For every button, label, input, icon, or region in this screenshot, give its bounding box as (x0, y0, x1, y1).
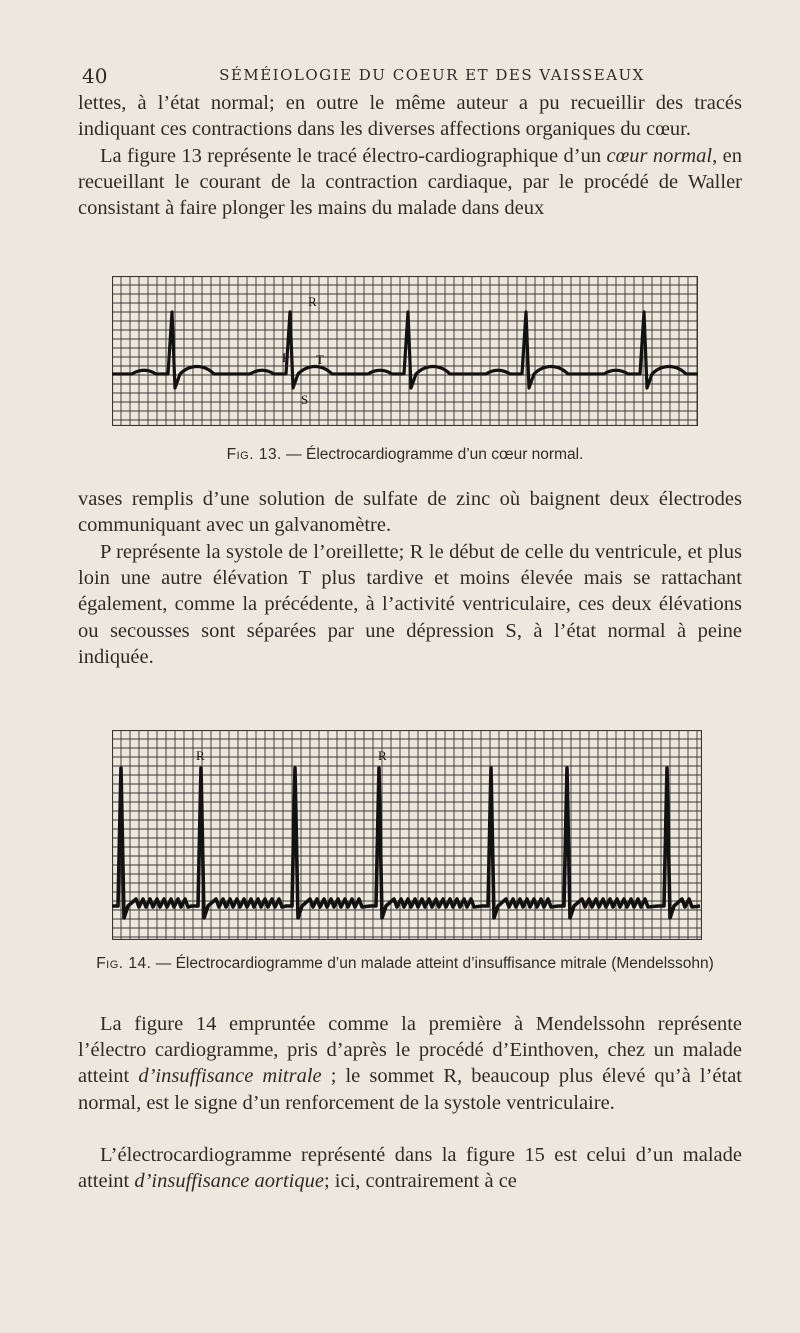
figure-14-electrocardiogram (112, 730, 702, 940)
paragraph-2-emphasis: cœur normal (606, 145, 713, 167)
paragraph-2 (78, 143, 742, 222)
figure-14-label-r1: R (196, 748, 205, 763)
paragraph-5 (78, 1011, 742, 1116)
paragraph-1: lettes, à l’état normal; en outre le même auteur a pu recueillir des tracés indiquant ces contractions dans les diverses affections organiques du cœur. (78, 92, 742, 141)
figure-13-electrocardiogram (112, 276, 698, 426)
page-number: 40 (82, 64, 108, 88)
figure-14-caption (60, 955, 750, 973)
figure-14-label-r2: R (378, 748, 387, 763)
paragraph-2-text-b: , en recueillant le courant de la contraction cardiaque, par le procédé de Waller consistant à faire plonger les mains du malade dans deux (78, 145, 743, 220)
figure-13-trace (112, 312, 698, 388)
paragraph-6-emphasis: d’insuffisance aortique (134, 1170, 324, 1193)
paragraph-6-text-a: L’électrocardiogramme représenté dans la figure 15 est celui d’un malade atteint (78, 1144, 742, 1193)
page-header (82, 64, 782, 88)
figure-13-caption-text: — Électrocardiogramme d’un cœur normal. (281, 446, 584, 463)
paragraph-3: vases remplis d’une solution de sulfate de zinc où baignent deux électrodes communiquant avec un galvanomètre. (78, 488, 742, 537)
figure-14-trace (112, 768, 700, 918)
figure-13-label-s: S (301, 392, 309, 407)
figure-14-number: Fig. 14. (96, 955, 152, 972)
running-title: SÉMÉIOLOGIE DU COEUR ET DES VAISSEAUX (219, 66, 645, 84)
paragraph-5-text-b: ; le sommet R, beaucoup plus élevé qu’à l’état normal, est le signe d’un renforcement de la systole ventriculaire. (78, 1065, 743, 1114)
figure-13-label-r: R (308, 294, 317, 309)
figure-13-caption (60, 446, 750, 464)
paragraph-5-text-a: La figure 14 empruntée comme la première à Mendelssohn représente l’électro cardiogramme, pris d’après le procédé d’Einthoven, chez un malade atteint (78, 1013, 742, 1088)
figure-13-label-t: T (316, 352, 324, 367)
figure-13-number: Fig. 13. (226, 446, 282, 463)
figure-13-label-p: P (282, 350, 290, 365)
paragraph-5-emphasis: d’insuffisance mitrale (138, 1065, 322, 1088)
paragraph-6 (78, 1142, 742, 1194)
figure-14 (112, 730, 702, 940)
figure-13 (112, 276, 698, 426)
paragraph-2-text-a: La figure 13 représente le tracé électro-cardiographique d’un (100, 145, 607, 167)
paragraph-4: P représente la systole de l’oreillette; R le début de celle du ventricule, et plus loin une autre élévation T plus tardive et moins élevée mais se rattachant également, comme la précédente, à l’activité ventriculaire, ces deux élévations ou secousses sont séparées par une dépression S, à l’état normal à peine indiquée. (78, 541, 742, 668)
figure-14-caption-text: — Électrocardiogramme d’un malade atteint d’insuffisance mitrale (Mendelssohn) (151, 955, 714, 972)
paragraph-6-text-b: ; ici, contrairement à ce (323, 1170, 517, 1193)
